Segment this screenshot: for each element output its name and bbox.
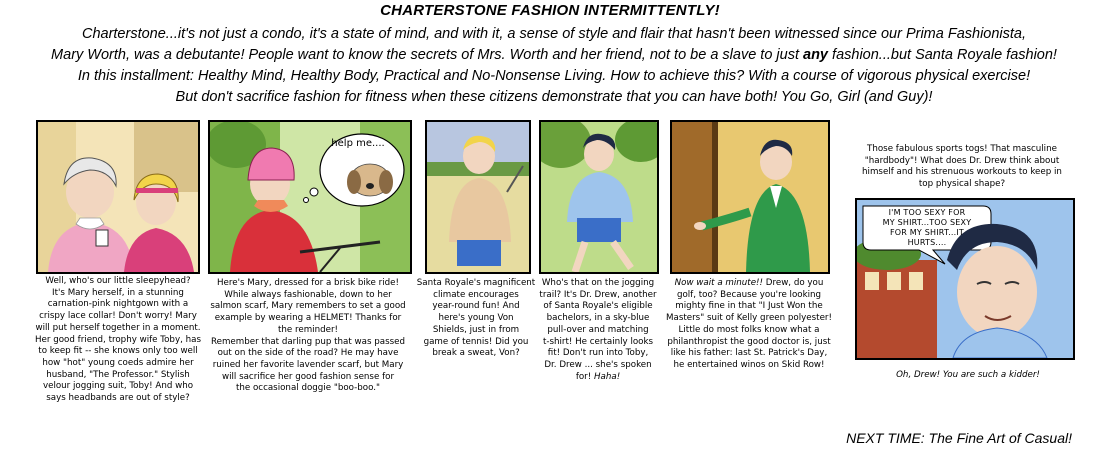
panel-1-caption: Well, who's our little sleepyhead? It's Mary herself, in a stunning carnation-pink nightgown with a crispy lace collar! Don't worry! Mary will put herself together in a moment. Her good friend, trophy wife Toby, has to keep fit -- she knows only too well how "hot" young coeds admire her husband, "The Professor." Stylish velour jogging suit, Toby! And who says headbands are out of style? xyxy=(35,276,201,404)
intro-line-3: In this installment: Healthy Mind, Healthy Body, Practical and No-Nonsense Living. How to achieve this? With a course of vigorous physical exercise! xyxy=(77,68,1031,84)
panel-5-art xyxy=(672,122,828,272)
panel-4-caption: Who's that on the jogging trail? It's Dr. Drew, another of Santa Royale's eligible bachelors, in a sky-blue pull-over and matching t-shirt! He certainly looks fit! Don't run into Toby, Dr. Drew ... she's spoken for! Haha! xyxy=(539,278,657,382)
panel-2-thought-bubble: help me.... xyxy=(331,138,385,149)
panel-6-speech-bubble: I'M TOO SEXY FOR MY SHIRT...TOO SEXY FOR MY SHIRT...IT HURTS.... xyxy=(882,208,972,247)
panel-6-top-caption: Those fabulous sports togs! That masculine "hardbody"! What does Dr. Drew think about himself and his strenuous workouts to keep in top physical shape? xyxy=(862,144,1062,190)
comic-panel-1 xyxy=(36,120,200,274)
next-time-footer: NEXT TIME: The Fine Art of Casual! xyxy=(846,430,1072,446)
comic-panel-3 xyxy=(425,120,531,274)
panel-3-art xyxy=(427,122,529,272)
panel-4-caption-haha: Haha! xyxy=(594,371,621,382)
panel-2-caption: Here's Mary, dressed for a brisk bike ride! While always fashionable, down to her salmon scarf, Mary remembers to set a good example by wearing a HELMET! Thanks for the reminder! Remember that darling pup that was passed out on the side of the road? He may have ruined her favorite lavender scarf, but Mary will sacrifice her good fashion sense for the occasional doggie "boo-boo." xyxy=(210,278,406,394)
panel-3-caption: Santa Royale's magnificent climate encourages year-round fun! And here's young Von Shields, just in from game of tennis! Did you break a sweat, Von? xyxy=(416,278,536,359)
panel-1-art xyxy=(38,122,198,272)
page-title: CHARTERSTONE FASHION INTERMITTENTLY! xyxy=(380,2,720,19)
comic-panel-5 xyxy=(670,120,830,274)
intro-line-2: Mary Worth, was a debutante! People want to know the secrets of Mrs. Worth and her friend, not to be a slave to just any fashion...but Santa Royale fashion! xyxy=(51,47,1057,63)
panel-5-caption-wait: Now wait a minute!! xyxy=(674,278,764,288)
panel-4-art xyxy=(541,122,657,272)
intro-emphasis: any xyxy=(803,47,829,63)
intro-text xyxy=(18,24,1090,108)
intro-line-1: Charterstone...it's not just a condo, it's a state of mind, and with it, a sense of style and flair that hasn't been witnessed since our Prima Fashionista, xyxy=(81,26,1027,42)
panel-5-caption: Now wait a minute!! Drew, do you golf, too? Because you're looking mighty fine in that "I Just Won the Masters" suit of Kelly green polyester! Little do most folks know what a philanthropist the good doctor is, just like his father: last St. Patrick's Day, he entertained winos on Skid Row! xyxy=(666,278,832,370)
comic-panel-4 xyxy=(539,120,659,274)
comic-panel-6 xyxy=(855,198,1075,360)
panel-6-caption: Oh, Drew! You are such a kidder! xyxy=(896,370,1040,380)
comic-panel-2 xyxy=(208,120,412,274)
intro-line-4: But don't sacrifice fashion for fitness when these citizens demonstrate that you can have both! You Go, Girl (and Guy)! xyxy=(175,89,933,105)
